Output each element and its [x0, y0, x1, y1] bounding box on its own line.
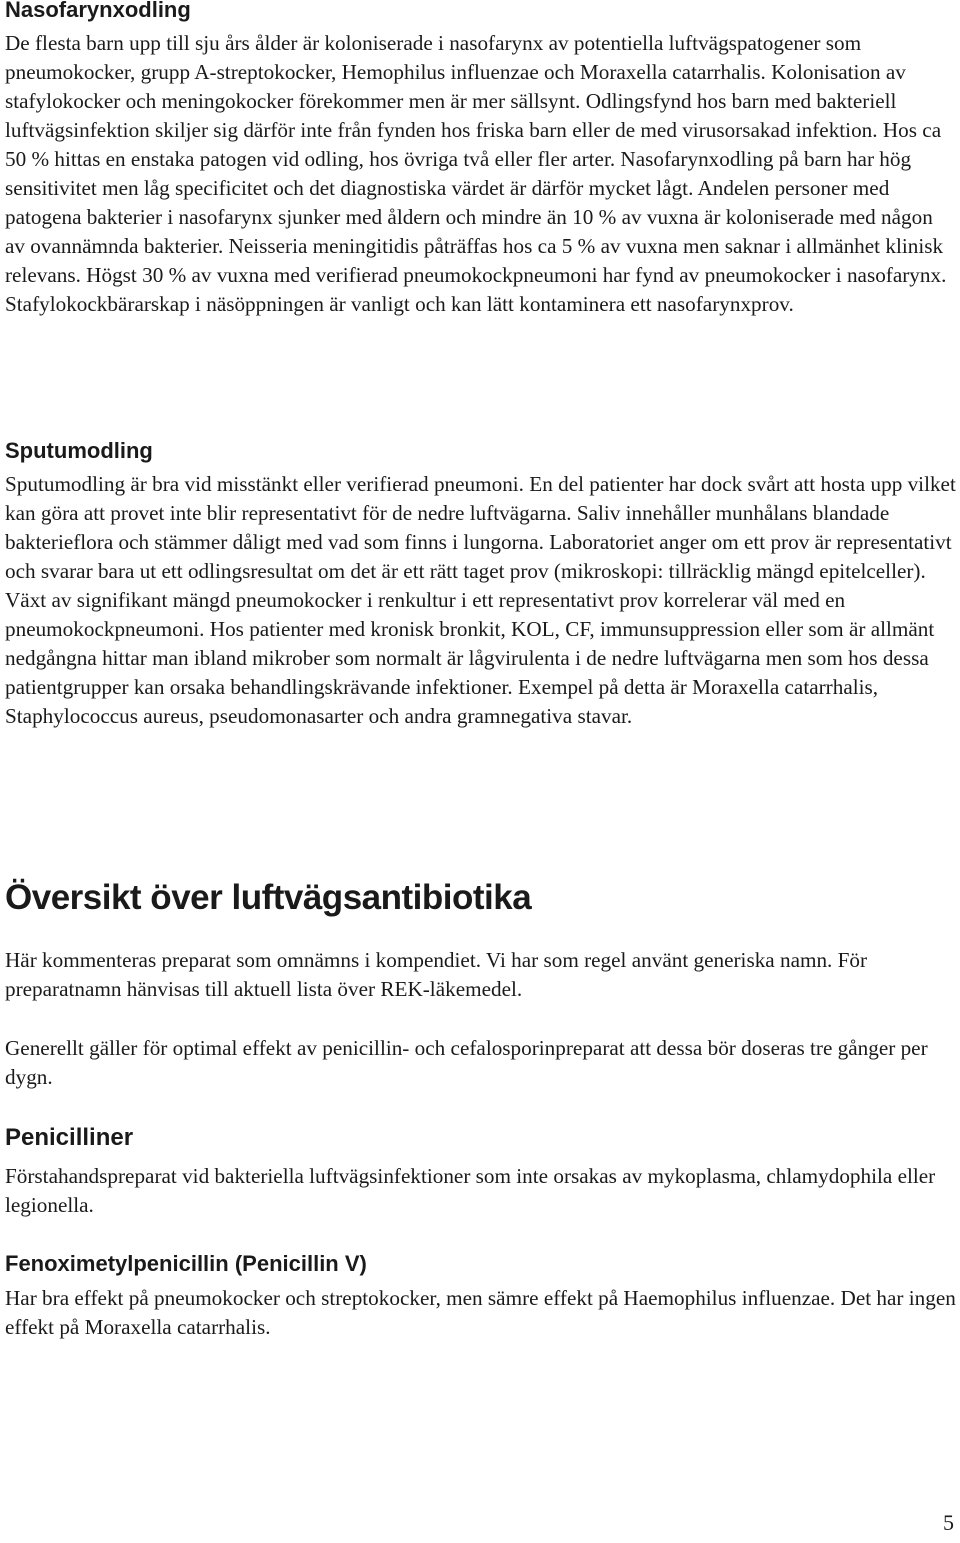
paragraph-oversikt-2: Generellt gäller för optimal effekt av penicillin- och cefalosporinpreparat att dessa bör doseras tre gånger per dygn.: [5, 1036, 928, 1089]
heading-sputumodling: Sputumodling: [5, 438, 153, 463]
paragraph-penicilliner: Förstahandspreparat vid bakteriella luftvägsinfektioner som inte orsakas av mykoplasma, chlamydophila eller legionella.: [5, 1164, 936, 1217]
heading-penicilliner: Penicilliner: [5, 1124, 134, 1151]
page-number: 5: [943, 1510, 954, 1535]
paragraph-sputumodling: Sputumodling är bra vid misstänkt eller verifierad pneumoni. En del patienter har dock svårt att hosta upp vilket kan göra att provet inte blir representativt för de nedre luftvägarna. Saliv innehåller munhålans blandade bakterieflora och stämmer dåligt med vad som finns i lungorna. Laboratoriet anger om ett prov är representativt och svarar bara ut ett odlingsresultat om det är ett rätt taget prov (mikroskopi: tillräcklig mängd epitelceller). Växt av signifikant mängd pneumokocker i renkultur i ett representativt prov korrelerar väl med en pneumokockpneumoni. Hos patienter med kronisk bronkit, KOL, CF, immunsuppression eller som är allmänt nedgångna hittar man ibland mikrober som normalt är lågvirulenta i de nedre luftvägarna men som hos dessa patientgrupper kan orsaka behandlingskrävande infektioner. Exempel på detta är Moraxella catarrhalis, Staphylococcus aureus, pseudomonasarter och andra gramnegativa stavar.: [5, 472, 956, 728]
heading-fenoximetylpenicillin: Fenoximetylpenicillin (Penicillin V): [5, 1251, 367, 1276]
paragraph-nasofarynxodling: De flesta barn upp till sju års ålder är koloniserade i nasofarynx av potentiella luftvägspatogener som pneumokocker, grupp A-streptokocker, Hemophilus influenzae och Moraxella catarrhalis. Kolonisation av stafylokocker och meningokocker förekommer men är mer sällsynt. Odlingsfynd hos barn med bakteriell luftvägsinfektion skiljer sig därför inte från fynden hos friska barn eller de med virusorsakad infektion. Hos ca 50 % hittas en enstaka patogen vid odling, hos övriga två eller fler arter. Nasofarynxodling på barn har hög sensitivitet men låg specificitet och det diagnostiska värdet är därför mycket lågt. Andelen personer med patogena bakterier i nasofarynx sjunker med åldern och mindre än 10 % av vuxna är koloniserade med någon av ovannämnda bakterier. Neisseria meningitidis påträffas hos ca 5 % av vuxna men saknar i allmänhet klinisk relevans. Högst 30 % av vuxna med verifierad pneumokockpneumoni har fynd av pneumokocker i nasofarynx. Stafylokockbärarskap i näsöppningen är vanligt och kan lätt kontaminera ett nasofarynxprov.: [5, 31, 947, 316]
paragraph-fenoximetylpenicillin: Har bra effekt på pneumokocker och streptokocker, men sämre effekt på Haemophilus influenzae. Det har ingen effekt på Moraxella catarrhalis.: [5, 1286, 956, 1339]
heading-nasofarynxodling: Nasofarynxodling: [5, 0, 191, 22]
heading-oversikt: Översikt över luftvägsantibiotika: [5, 878, 532, 917]
paragraph-oversikt-1: Här kommenteras preparat som omnämns i kompendiet. Vi har som regel använt generiska namn. För preparatnamn hänvisas till aktuell lista över REK-läkemedel.: [5, 948, 868, 1001]
